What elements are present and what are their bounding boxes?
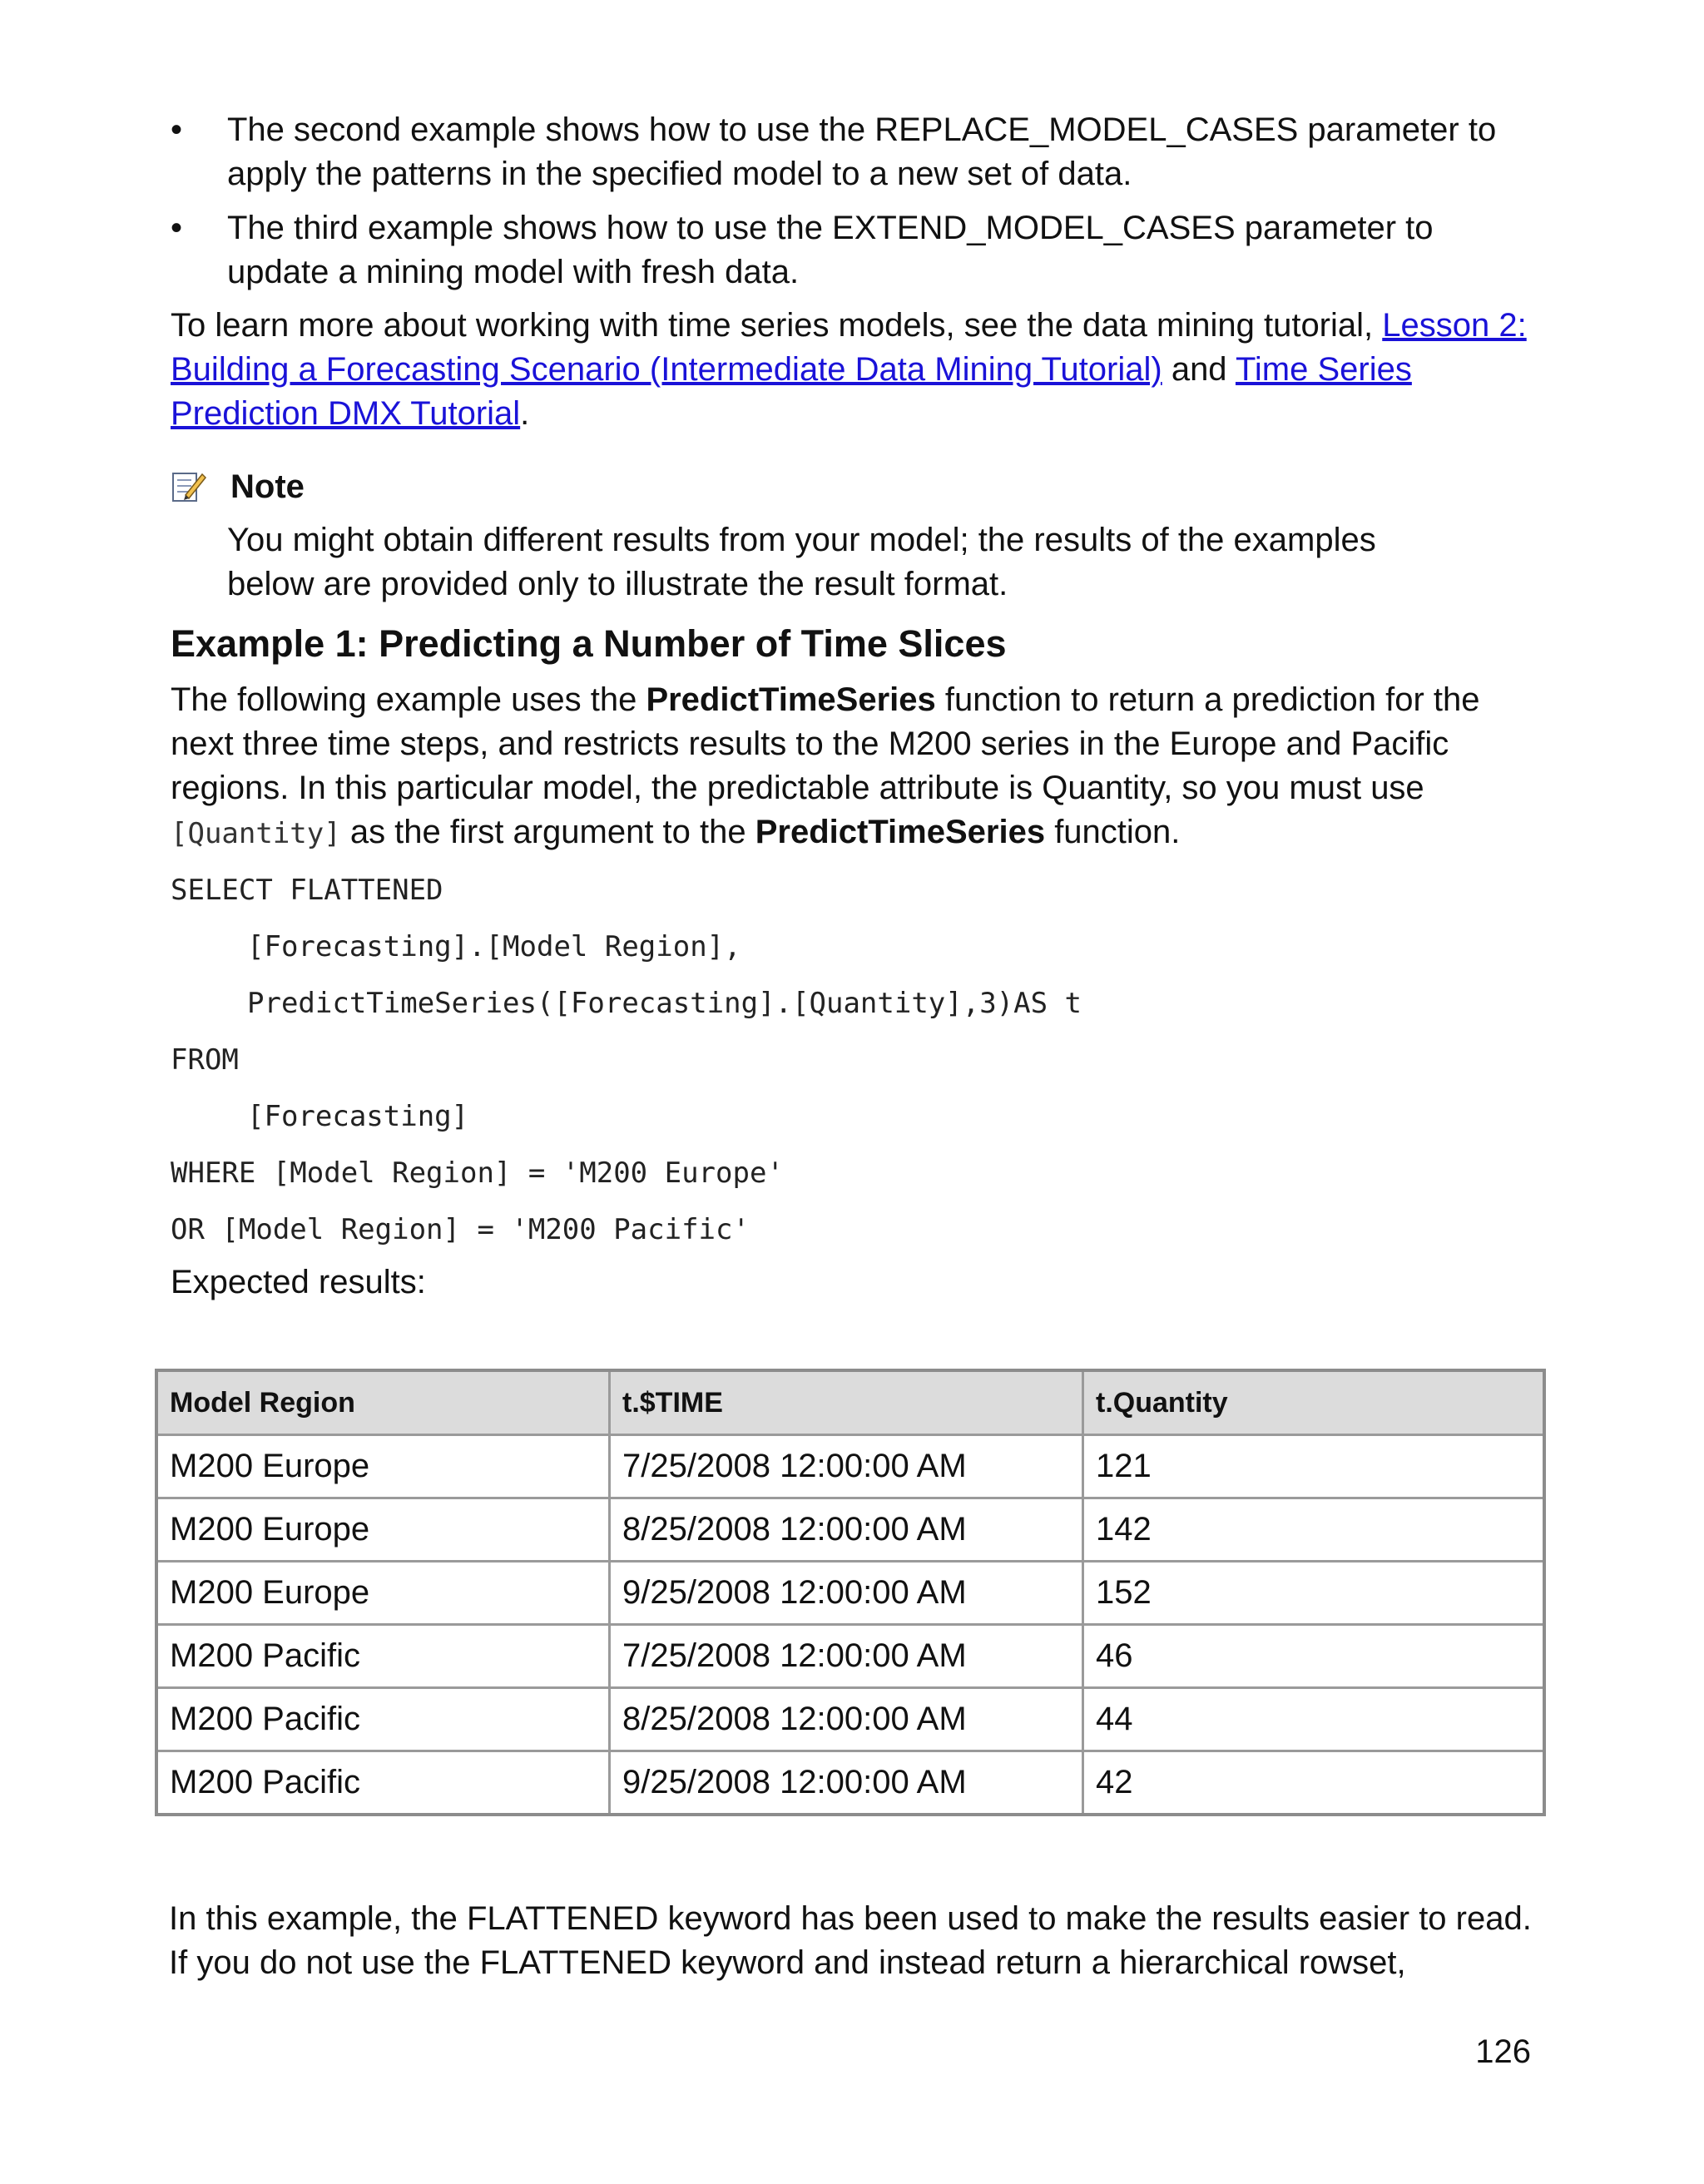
- note-pencil-icon: [171, 469, 207, 504]
- learn-more-suffix: .: [520, 395, 530, 432]
- table-row: [156, 1562, 1544, 1625]
- learn-more-paragraph: [171, 304, 1535, 436]
- table-row: [156, 1498, 1544, 1562]
- table-cell: 7/25/2008 12:00:00 AM: [610, 1625, 1083, 1688]
- code-line: PredictTimeSeries([Forecasting].[Quantity],3)AS t: [247, 987, 1082, 1020]
- note-title: Note: [230, 468, 305, 505]
- bullet-text: The second example shows how to use the REPLACE_MODEL_CASES parameter to apply the patterns in the specified model to a new set of data.: [227, 111, 1497, 192]
- code-line: WHERE [Model Region] = 'M200 Europe': [171, 1156, 784, 1190]
- table-cell: 46: [1083, 1625, 1545, 1688]
- page-number: 126: [1475, 2033, 1531, 2070]
- note-body: You might obtain different results from your model; the results of the examples below are provided only to illustrate the result format.: [227, 522, 1376, 602]
- table-cell: 142: [1083, 1498, 1545, 1562]
- table-header-row: [156, 1370, 1544, 1435]
- table-cell: M200 Europe: [156, 1435, 610, 1498]
- table-row: [156, 1625, 1544, 1688]
- code-line: SELECT FLATTENED: [171, 874, 443, 907]
- function-name: PredictTimeSeries: [646, 681, 936, 718]
- column-header: t.$TIME: [610, 1370, 1083, 1435]
- table-cell: 121: [1083, 1435, 1545, 1498]
- desc-part: as the first argument to the: [340, 814, 755, 850]
- table-cell: M200 Europe: [156, 1562, 610, 1625]
- list-item: [171, 206, 1535, 295]
- table-cell: 44: [1083, 1688, 1545, 1751]
- table-row: [156, 1751, 1544, 1815]
- table-cell: M200 Pacific: [156, 1625, 610, 1688]
- example-heading: Example 1: Predicting a Number of Time Slices: [171, 622, 1007, 665]
- code-line: [Forecasting]: [247, 1100, 469, 1133]
- list-item: [171, 108, 1535, 196]
- table-cell: M200 Europe: [156, 1498, 610, 1562]
- desc-part: The following example uses the: [171, 681, 646, 718]
- results-table: [155, 1369, 1546, 1816]
- table-cell: 7/25/2008 12:00:00 AM: [610, 1435, 1083, 1498]
- table-cell: 42: [1083, 1751, 1545, 1815]
- lesson-2-link[interactable]: Lesson 2: Building a Forecasting Scenario (Intermediate Data Mining Tutorial): [171, 307, 1527, 388]
- table-cell: 8/25/2008 12:00:00 AM: [610, 1688, 1083, 1751]
- table-cell: 9/25/2008 12:00:00 AM: [610, 1562, 1083, 1625]
- table-cell: 8/25/2008 12:00:00 AM: [610, 1498, 1083, 1562]
- time-series-tutorial-link[interactable]: Time Series Prediction DMX Tutorial: [171, 351, 1412, 432]
- table-row: [156, 1435, 1544, 1498]
- note-header: [171, 462, 1419, 512]
- table-row: [156, 1688, 1544, 1751]
- function-name: PredictTimeSeries: [755, 814, 1046, 850]
- bullet-list: [171, 108, 1535, 305]
- bullet-dot-icon: •: [171, 210, 183, 246]
- code-block: [171, 869, 1082, 1265]
- note-box: [171, 462, 1419, 607]
- table-cell: 152: [1083, 1562, 1545, 1625]
- column-header: Model Region: [156, 1370, 610, 1435]
- column-header: t.Quantity: [1083, 1370, 1545, 1435]
- learn-more-middle: and: [1162, 351, 1236, 388]
- example-description: [171, 678, 1543, 856]
- table-cell: 9/25/2008 12:00:00 AM: [610, 1751, 1083, 1815]
- closing-paragraph: In this example, the FLATTENED keyword has been used to make the results easier to read. If you do not use the FLATTENED keyword and instead return a hierarchical rowset,: [169, 1900, 1532, 1981]
- code-line: [Forecasting].[Model Region],: [247, 930, 741, 963]
- table-cell: M200 Pacific: [156, 1751, 610, 1815]
- bullet-text: The third example shows how to use the EXTEND_MODEL_CASES parameter to update a mining model with fresh data.: [227, 210, 1434, 290]
- table-cell: M200 Pacific: [156, 1688, 610, 1751]
- expected-results-label: Expected results:: [171, 1264, 426, 1300]
- code-line: FROM: [171, 1043, 239, 1077]
- bullet-dot-icon: •: [171, 111, 183, 148]
- inline-code: [Quantity]: [171, 817, 341, 850]
- desc-part: function to return a prediction for the next three time steps, and restricts results to the M200 series in the Europe and Pacific regions. In this particular model, the predictable attribute is Quantity, so you must use: [171, 681, 1480, 806]
- learn-more-prefix: To learn more about working with time series models, see the data mining tutorial,: [171, 307, 1383, 344]
- desc-part: function.: [1045, 814, 1181, 850]
- code-line: OR [Model Region] = 'M200 Pacific': [171, 1213, 750, 1246]
